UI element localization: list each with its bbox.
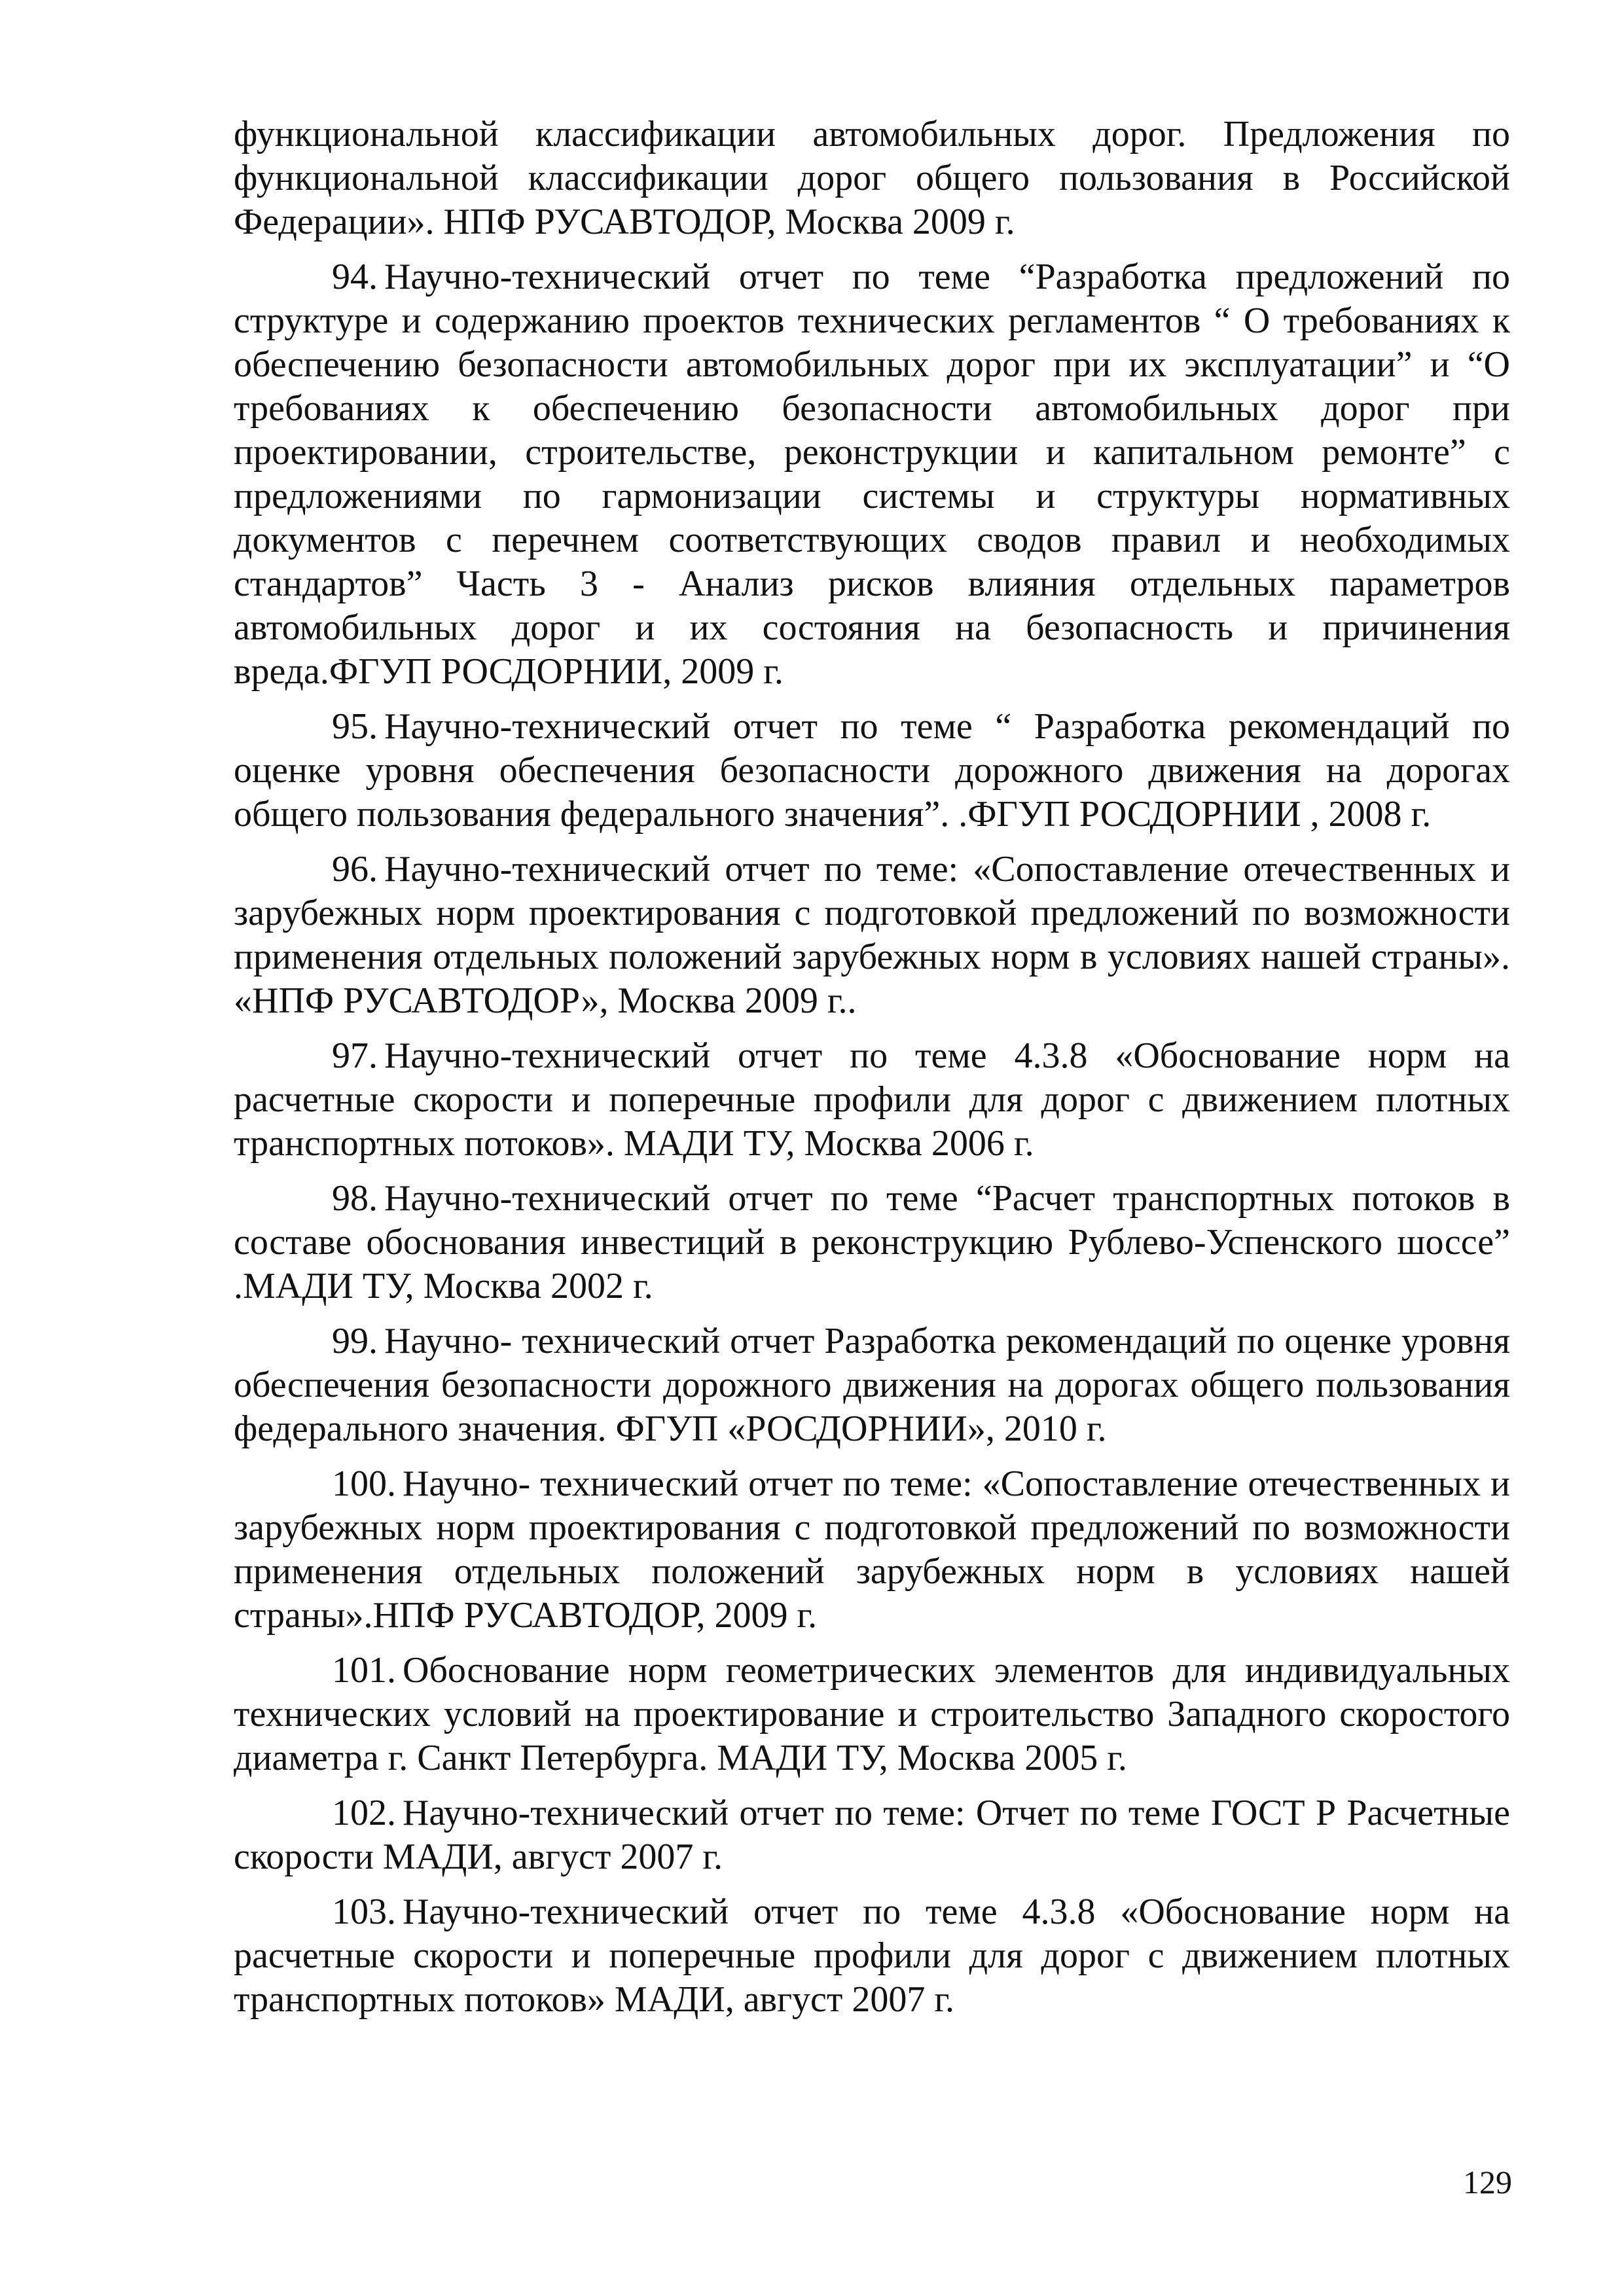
reference-number: 101. (332, 1650, 396, 1691)
page-number: 129 (1463, 2164, 1512, 2200)
reference-entry-99 (234, 1319, 1510, 1451)
reference-text: Научно-технический отчет по теме “Разработка предложений по структуре и содержанию проектов технических регламентов “ О требованиях к обеспечению безопасности автомобильных дорог при их эксплуатации” и “О требованиях к обеспечению безопасности автомобильных дорог при проектировании, строительстве, реконструкции и капитальном ремонте” с предложениями по гармонизации системы и структуры нормативных документов с перечнем соответствующих сводов правил и необходимых стандартов” Часть 3 - Анализ рисков влияния отдельных параметров автомобильных дорог и их состояния на безопасность и причинения вреда.ФГУП РОСДОРНИИ, 2009 г. (234, 257, 1510, 692)
reference-number: 96. (332, 849, 378, 889)
reference-text: Научно-технический отчет по теме “Расчет транспортных потоков в составе обоснования инвестиций в реконструкцию Рублево-Успенского шоссе” .МАДИ ТУ, Москва 2002 г. (234, 1178, 1510, 1306)
reference-text: Научно-технический отчет по теме: Отчет по теме ГОСТ Р Расчетные скорости МАДИ, август 2007 г. (234, 1793, 1510, 1877)
reference-number: 99. (332, 1321, 378, 1361)
reference-text: Научно-технический отчет по теме: «Сопоставление отечественных и зарубежных норм проектирования с подготовкой предложений по возможности применения отдельных положений зарубежных норм в условиях нашей страны». «НПФ РУСАВТОДОР», Москва 2009 г.. (234, 849, 1510, 1021)
reference-entry-94 (234, 255, 1510, 694)
reference-entry-98 (234, 1177, 1510, 1308)
reference-number: 94. (332, 257, 378, 297)
document-page (234, 113, 1510, 2033)
reference-number: 103. (332, 1892, 396, 1932)
reference-text: Научно-технический отчет по теме 4.3.8 «Обоснование норм на расчетные скорости и поперечные профили для дорог с движением плотных транспортных потоков» МАДИ, август 2007 г. (234, 1892, 1510, 2020)
reference-entry-102 (234, 1791, 1510, 1879)
reference-entry-97 (234, 1034, 1510, 1166)
reference-entry-95 (234, 705, 1510, 836)
reference-text: Обоснование норм геометрических элементов для индивидуальных технических условий на проектирование и строительство Западного скоростого диаметра г. Санкт Петербурга. МАДИ ТУ, Москва 2005 г. (234, 1650, 1510, 1778)
reference-text: Научно- технический отчет Разработка рекомендаций по оценке уровня обеспечения безопасности дорожного движения на дорогах общего пользования федерального значения. ФГУП «РОСДОРНИИ», 2010 г. (234, 1321, 1510, 1449)
reference-text: Научно-технический отчет по теме 4.3.8 «Обоснование норм на расчетные скорости и поперечные профили для дорог с движением плотных транспортных потоков». МАДИ ТУ, Москва 2006 г. (234, 1035, 1510, 1164)
continued-reference-text: функциональной классификации автомобильных дорог. Предложения по функциональной классификации дорог общего пользования в Российской Федерации». НПФ РУСАВТОДОР, Москва 2009 г. (234, 114, 1510, 242)
reference-number: 100. (332, 1463, 396, 1504)
reference-number: 102. (332, 1793, 396, 1833)
reference-number: 98. (332, 1178, 378, 1219)
reference-number: 97. (332, 1035, 378, 1076)
reference-entry-101 (234, 1649, 1510, 1780)
reference-entry-100 (234, 1462, 1510, 1638)
reference-text: Научно- технический отчет по теме: «Сопоставление отечественных и зарубежных норм проектирования с подготовкой предложений по возможности применения отдельных положений зарубежных норм в условиях нашей страны».НПФ РУСАВТОДОР, 2009 г. (234, 1463, 1510, 1636)
reference-entry-103 (234, 1890, 1510, 2022)
reference-text: Научно-технический отчет по теме “ Разработка рекомендаций по оценке уровня обеспечения безопасности дорожного движения на дорогах общего пользования федерального значения”. .ФГУП РОСДОРНИИ , 2008 г. (234, 706, 1510, 834)
reference-entry-96 (234, 848, 1510, 1023)
reference-number: 95. (332, 706, 378, 747)
